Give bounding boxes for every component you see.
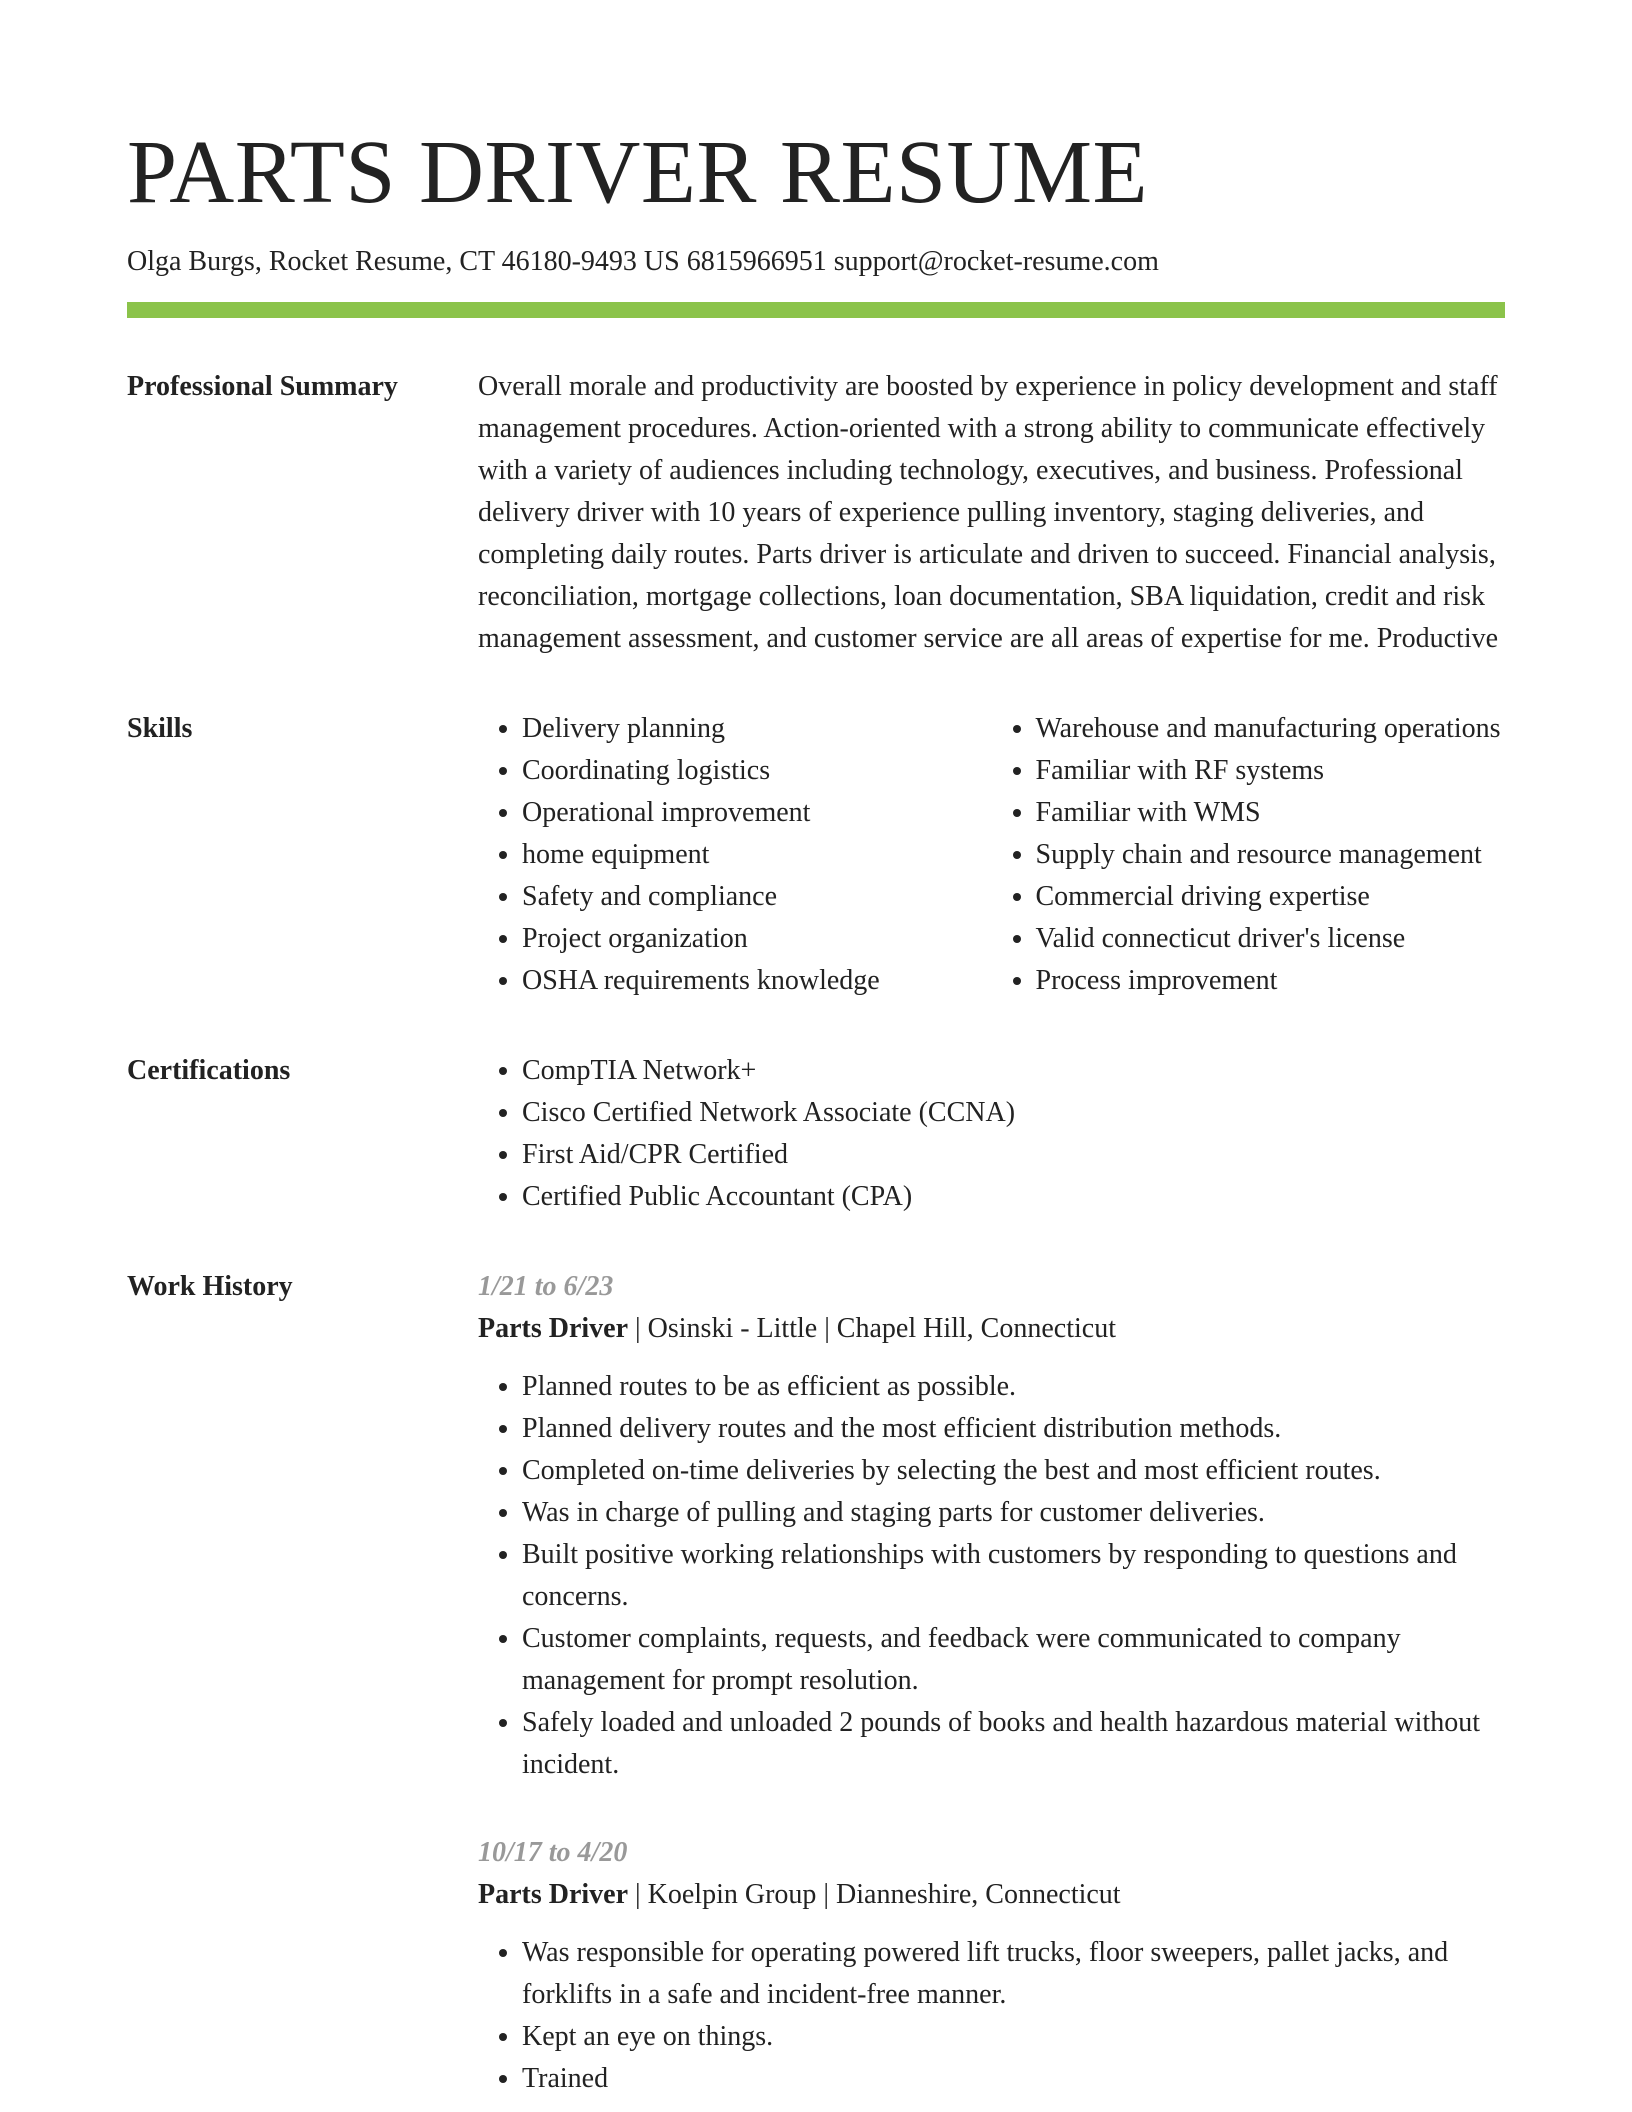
section-label-skills: Skills	[127, 713, 193, 744]
job-duty: • Safely loaded and unloaded 2 pounds of books and health hazardous material without incident.	[522, 1702, 1505, 1786]
job-duty: • Was in charge of pulling and staging parts for customer deliveries.	[522, 1492, 1505, 1534]
job-entry	[478, 1266, 1505, 1786]
job-duties-list	[478, 1932, 1505, 2100]
job-duty: • Planned routes to be as efficient as possible.	[522, 1366, 1505, 1408]
skills-list-right	[992, 708, 1506, 1002]
skill-item: • Process improvement	[1036, 960, 1506, 1002]
job-duty: • Trained	[522, 2058, 1505, 2100]
job-title-line	[478, 1308, 1505, 1350]
job-duty: • Completed on-time deliveries by selecting the best and most efficient routes.	[522, 1450, 1505, 1492]
job-dates: 1/21 to 6/23	[478, 1271, 614, 1302]
work-history-section	[127, 1266, 1505, 2100]
job-duty: • Kept an eye on things.	[522, 2016, 1505, 2058]
skill-item: • Valid connecticut driver's license	[1036, 918, 1506, 960]
job-entry	[478, 1832, 1505, 2100]
skills-section	[127, 708, 1505, 1002]
skill-item: • OSHA requirements knowledge	[522, 960, 992, 1002]
skill-item: • Supply chain and resource management	[1036, 834, 1506, 876]
job-title: Parts Driver	[478, 1313, 629, 1344]
skill-item: • Delivery planning	[522, 708, 992, 750]
job-dates: 10/17 to 4/20	[478, 1837, 628, 1868]
job-duty: • Customer complaints, requests, and feedback were communicated to company management for prompt resolution.	[522, 1618, 1505, 1702]
skill-item: • Warehouse and manufacturing operations	[1036, 708, 1506, 750]
summary-section	[127, 366, 1505, 660]
certification-item: • CompTIA Network+	[522, 1050, 1505, 1092]
certification-item: • First Aid/CPR Certified	[522, 1134, 1505, 1176]
skill-item: • Coordinating logistics	[522, 750, 992, 792]
job-duty: • Planned delivery routes and the most efficient distribution methods.	[522, 1408, 1505, 1450]
certifications-section	[127, 1050, 1505, 1218]
certifications-list	[478, 1050, 1505, 1218]
skill-item: • Commercial driving expertise	[1036, 876, 1506, 918]
job-employer-location: | Koelpin Group | Dianneshire, Connecticut	[628, 1879, 1121, 1910]
job-title-line	[478, 1874, 1505, 1916]
section-label-work-history: Work History	[127, 1271, 293, 1302]
job-duty: • Was responsible for operating powered lift trucks, floor sweepers, pallet jacks, and forklifts in a safe and incident-free manner.	[522, 1932, 1505, 2016]
certification-item: • Cisco Certified Network Associate (CCNA)	[522, 1092, 1505, 1134]
skill-item: • Familiar with RF systems	[1036, 750, 1506, 792]
job-title: Parts Driver	[478, 1879, 629, 1910]
job-duties-list	[478, 1366, 1505, 1786]
job-duty: • Built positive working relationships with customers by responding to questions and concerns.	[522, 1534, 1505, 1618]
summary-text: Overall morale and productivity are boosted by experience in policy development and staff management procedures. Action-oriented with a strong ability to communicate effectively with a variety of audiences including technology, executives, and business. Professional delivery driver with 10 years of experience pulling inventory, staging deliveries, and completing daily routes. Parts driver is articulate and driven to succeed. Financial analysis, reconciliation, mortgage collections, loan documentation, SBA liquidation, credit and risk management assessment, and customer service are all areas of expertise for me. Productive	[478, 371, 1499, 654]
skills-list-left	[478, 708, 992, 1002]
skill-item: • Operational improvement	[522, 792, 992, 834]
skill-item: • Safety and compliance	[522, 876, 992, 918]
section-label-summary: Professional Summary	[127, 371, 398, 402]
job-employer-location: | Osinski - Little | Chapel Hill, Connecticut	[628, 1313, 1116, 1344]
skill-item: • home equipment	[522, 834, 992, 876]
skill-item: • Project organization	[522, 918, 992, 960]
resume-title: PARTS DRIVER RESUME	[127, 123, 1148, 222]
certification-item: • Certified Public Accountant (CPA)	[522, 1176, 1505, 1218]
accent-divider	[127, 302, 1505, 318]
contact-line: Olga Burgs, Rocket Resume, CT 46180-9493 US 6815966951 support@rocket-resume.com	[127, 246, 1159, 277]
skill-item: • Familiar with WMS	[1036, 792, 1506, 834]
section-label-certifications: Certifications	[127, 1055, 291, 1086]
